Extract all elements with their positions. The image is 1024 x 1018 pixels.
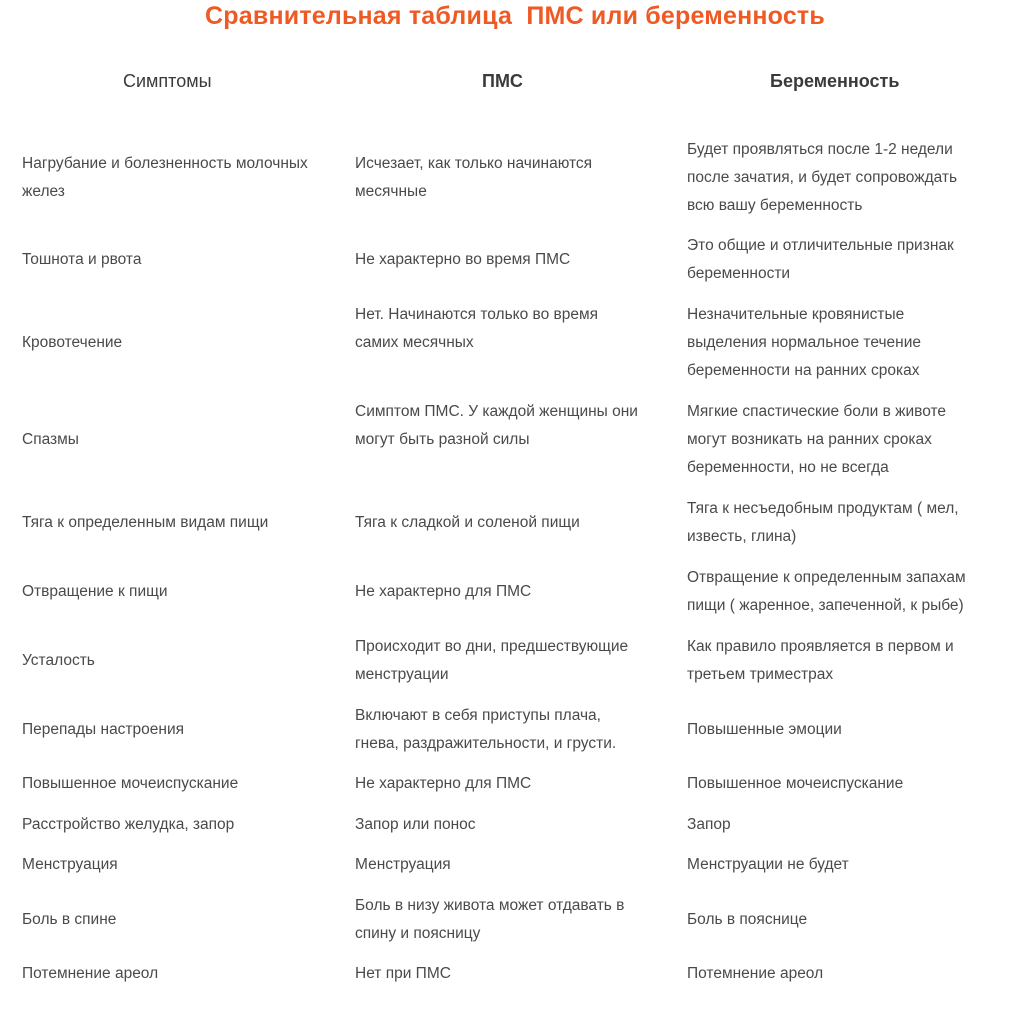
table-row: [0, 811, 1024, 839]
pms-cell: Исчезает, как только начинаются месячные: [355, 155, 593, 200]
symptom-cell: Повышенное мочеиспускание: [22, 775, 239, 792]
symptom-cell: Боль в спине: [22, 911, 117, 928]
symptom-cell: Расстройство желудка, запор: [22, 816, 235, 833]
pms-cell: Нет. Начинаются только во время самих месячных: [355, 306, 599, 351]
pms-cell: Не характерно для ПМС: [355, 583, 532, 600]
header-pms: ПМС: [482, 71, 523, 91]
table-row: [0, 702, 1024, 758]
pregnancy-cell: Это общие и отличительные признак беременности: [687, 237, 954, 282]
symptom-cell: Тяга к определенным видам пищи: [22, 514, 269, 531]
table-row: [0, 892, 1024, 948]
pms-cell: Происходит во дни, предшествующие менструации: [355, 638, 629, 683]
symptom-cell: Усталость: [22, 652, 95, 669]
pregnancy-cell: Будет проявляться после 1-2 недели после зачатия, и будет сопровождать всю вашу беременность: [687, 141, 958, 214]
symptom-cell: Спазмы: [22, 431, 79, 448]
table-row: [0, 495, 1024, 551]
pms-cell: Тяга к сладкой и соленой пищи: [355, 514, 580, 531]
pregnancy-cell: Менструации не будет: [687, 856, 849, 873]
table-row: [0, 136, 1024, 220]
table-row: [0, 960, 1024, 988]
pregnancy-cell: Незначительные кровянистые выделения нормальное течение беременности на ранних сроках: [687, 306, 921, 379]
pms-cell: Не характерно для ПМС: [355, 775, 532, 792]
table-row: [0, 301, 1024, 385]
symptom-cell: Отвращение к пищи: [22, 583, 168, 600]
pms-cell: Не характерно во время ПМС: [355, 251, 571, 268]
pregnancy-cell: Повышенное мочеиспускание: [687, 775, 904, 792]
table-row: [0, 232, 1024, 288]
pregnancy-cell: Запор: [687, 816, 731, 833]
pregnancy-cell: Мягкие спастические боли в животе могут возникать на ранних сроках беременности, но не всегда: [687, 403, 947, 476]
symptom-cell: Кровотечение: [22, 334, 123, 351]
pms-cell: Включают в себя приступы плача, гнева, раздражительности, и грусти.: [355, 707, 617, 752]
symptom-cell: Перепады настроения: [22, 721, 185, 738]
pregnancy-cell: Как правило проявляется в первом и третьем триместрах: [687, 638, 954, 683]
table-row: [0, 398, 1024, 482]
table-row: [0, 851, 1024, 879]
symptom-cell: Менструация: [22, 856, 118, 873]
pregnancy-cell: Тяга к несъедобным продуктам ( мел, известь, глина): [687, 500, 959, 545]
symptom-cell: Нагрубание и болезненность молочных желез: [22, 155, 308, 200]
table-row: [0, 770, 1024, 798]
pms-cell: Менструация: [355, 856, 451, 873]
pms-cell: Симптом ПМС. У каждой женщины они могут быть разной силы: [355, 403, 638, 448]
header-symptoms: Симптомы: [123, 71, 212, 91]
symptom-cell: Потемнение ареол: [22, 965, 159, 982]
pregnancy-cell: Повышенные эмоции: [687, 721, 842, 738]
pms-cell: Нет при ПМС: [355, 965, 451, 982]
symptom-cell: Тошнота и рвота: [22, 251, 142, 268]
page-title: Сравнительная таблица ПМС или беременность: [205, 2, 825, 30]
pms-cell: Боль в низу живота может отдавать в спину и поясницу: [355, 897, 625, 942]
pms-cell: Запор или понос: [355, 816, 476, 833]
pregnancy-cell: Боль в пояснице: [687, 911, 808, 928]
header-pregnancy: Беременность: [770, 71, 900, 91]
table-row: [0, 633, 1024, 689]
pregnancy-cell: Отвращение к определенным запахам пищи ( жаренное, запеченной, к рыбе): [687, 569, 966, 614]
table-row: [0, 564, 1024, 620]
pregnancy-cell: Потемнение ареол: [687, 965, 824, 982]
